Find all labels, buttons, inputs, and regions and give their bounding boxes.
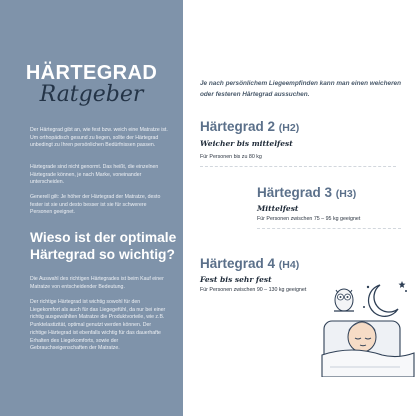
grade-4-title [200,256,299,271]
paragraph-importance: Der richtige Härtegrad ist wichtig sowohl für den Liegekomfort als auch für das Liegegefühl, da nur bei einer richtig ausgewählten Matratze die Produktvorteile, wie z.B. Punktelastizität, optimal genutzt werden können. Der richtige Härtegrad ist ebenfalls wichtig für das dauerhafte Erhalten des Liegekomforts, sowie der Gebrauchseigenschaften der Matratze. [30,299,166,352]
page-subtitle: Ratgeber [39,82,144,107]
grade-name: Härtegrad 2 [200,119,276,134]
grade-3-subtitle: Mittelfest [257,204,299,213]
grade-4-subtitle: Fest bis sehr fest [200,275,272,284]
grade-2-title [200,119,299,134]
grade-2-description: Für Personen bis zu 80 kg [200,154,262,160]
intro-text: Je nach persönlichem Liegeempfinden kann man einen weicheren oder festeren Härtegrad aussuchen. [200,80,402,98]
grade-code: (H2) [278,122,300,134]
owl-icon [334,289,354,311]
info-panel [0,0,183,416]
grade-code: (H4) [278,259,300,271]
divider [200,166,396,167]
grade-name: Härtegrad 4 [200,256,276,271]
section-heading: Wieso ist der optimale Härtegrad so wichtig? [30,230,177,262]
paragraph-definition: Der Härtegrad gibt an, wie fest bzw. weich eine Matratze ist. Um orthopädisch gesund zu liegen, sollte der Härtegrad unbedingt zu Ihren persönlichen Bedürfnissen passen. [30,127,168,149]
sleeping-face [348,322,376,352]
grade-code: (H3) [335,188,357,200]
divider [257,228,401,229]
grade-3-title [257,185,356,200]
sleeping-person-illustration [318,277,416,377]
paragraph-general: Generell gilt: Je höher der Härtegrad der Matratze, desto fester ist sie und desto besser ist sie für schwerere Personen geeignet. [30,194,161,216]
page-title: HÄRTEGRAD [25,62,158,84]
paragraph-selection: Die Auswahl des richtigen Härtegrades ist beim Kauf einer Matratze von entscheidender Bedeutung. [30,276,164,290]
grade-3-description: Für Personen zwischen 75 – 95 kg geeignet [257,216,361,222]
moon-icon [369,285,398,316]
paragraph-norms: Härtegrade sind nicht genormt. Das heißt, die einzelnen Härtegrade können, je nach Marke, voneinander unterscheiden. [30,164,159,186]
grade-name: Härtegrad 3 [257,185,333,200]
grade-2-subtitle: Weicher bis mittelfest [200,139,293,148]
grade-4-description: Für Personen zwischen 90 – 130 kg geeignet [200,287,307,293]
